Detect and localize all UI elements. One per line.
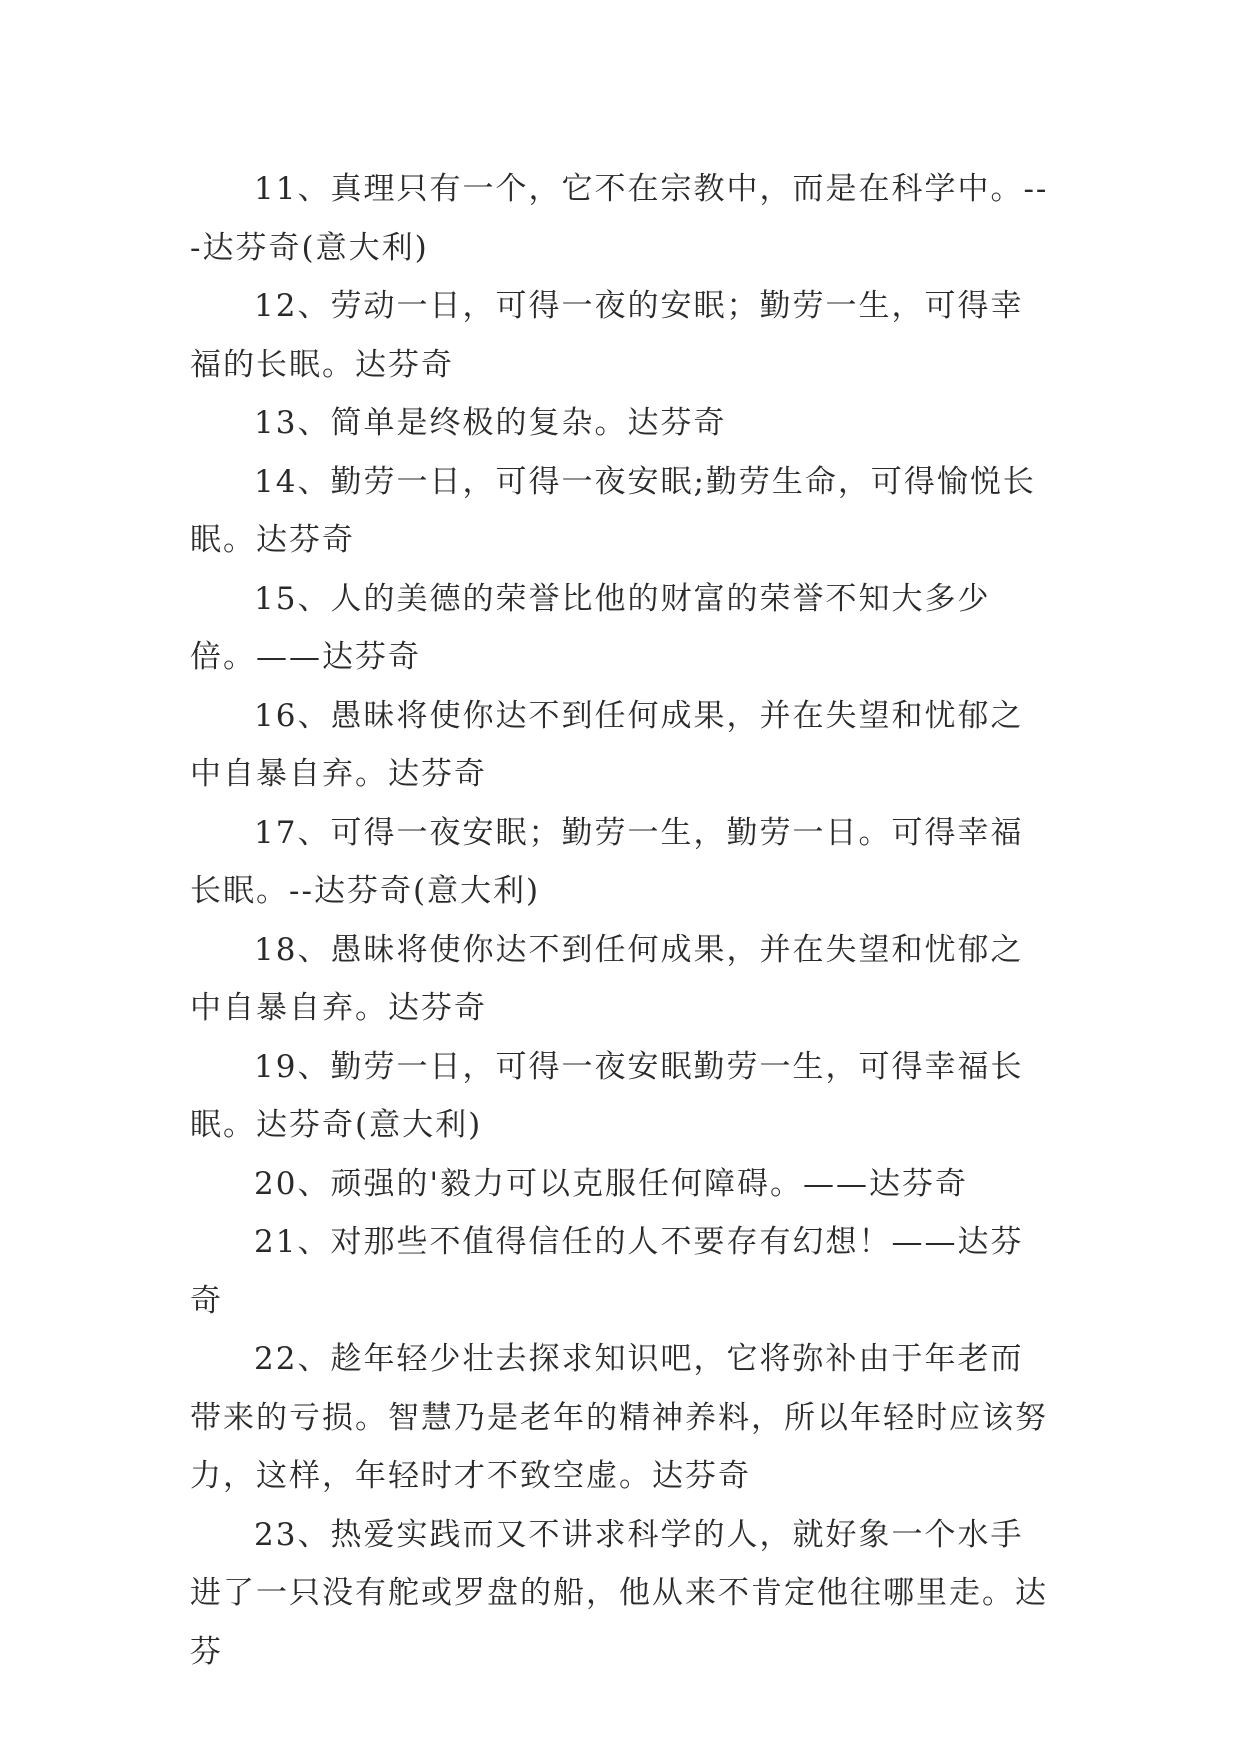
quote-paragraph-20: 20、顽强的'毅力可以克服任何障碍。——达芬奇	[254, 1165, 968, 1202]
quote-paragraph-11: 11、真理只有一个，它不在宗教中，而是在科学中。---达芬奇(意大利)	[190, 171, 1049, 266]
quote-list	[190, 160, 1052, 1681]
quote-paragraph-14: 14、勤劳一日，可得一夜安眠;勤劳生命，可得愉悦长眠。达芬奇	[190, 463, 1036, 558]
quote-paragraph-16: 16、愚昧将使你达不到任何成果，并在失望和忧郁之中自暴自弃。达芬奇	[190, 697, 1024, 792]
quote-paragraph-19: 19、勤劳一日，可得一夜安眠勤劳一生，可得幸福长眠。达芬奇(意大利)	[190, 1048, 1024, 1143]
quote-paragraph-22: 22、趁年轻少壮去探求知识吧，它将弥补由于年老而带来的亏损。智慧乃是老年的精神养料，所以年轻时应该努力，这样，年轻时才不致空虚。达芬奇	[190, 1341, 1048, 1494]
quote-paragraph-21: 21、对那些不值得信任的人不要存有幻想！——达芬奇	[190, 1224, 1024, 1319]
quote-paragraph-13: 13、简单是终极的复杂。达芬奇	[254, 405, 727, 441]
quote-paragraph-12: 12、劳动一日，可得一夜的安眠；勤劳一生，可得幸福的长眠。达芬奇	[190, 288, 1024, 383]
quote-paragraph-15: 15、人的美德的荣誉比他的财富的荣誉不知大多少倍。——达芬奇	[190, 580, 991, 675]
quote-paragraph-23: 23、热爱实践而又不讲求科学的人，就好象一个水手进了一只没有舵或罗盘的船，他从来不肯定他往哪里走。达芬	[190, 1516, 1048, 1670]
quote-paragraph-17: 17、可得一夜安眠；勤劳一生，勤劳一日。可得幸福长眠。--达芬奇(意大利)	[190, 814, 1024, 909]
quote-paragraph-18: 18、愚昧将使你达不到任何成果，并在失望和忧郁之中自暴自弃。达芬奇	[190, 931, 1024, 1026]
